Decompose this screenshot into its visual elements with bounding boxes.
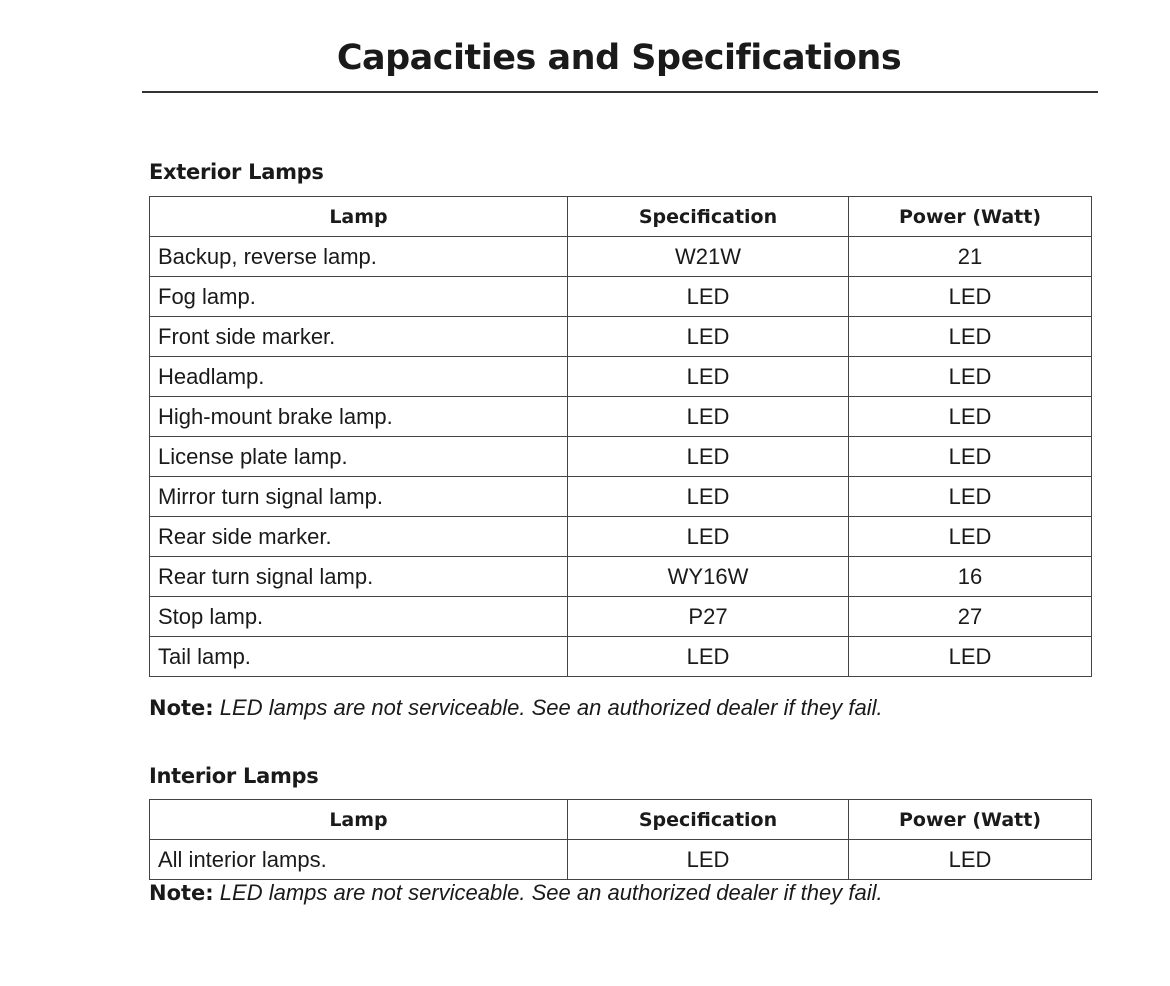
exterior-lamps-heading: Exterior Lamps: [149, 160, 324, 184]
interior-lamps-heading: Interior Lamps: [149, 764, 319, 788]
table-row: [150, 477, 1092, 517]
table-row: [150, 317, 1092, 357]
note-text: LED lamps are not serviceable. See an authorized dealer if they fail.: [213, 695, 883, 720]
power-cell: 16: [849, 557, 1092, 597]
power-cell: LED: [849, 637, 1092, 677]
lamp-cell: Fog lamp.: [150, 277, 568, 317]
table-row: [150, 637, 1092, 677]
specification-cell: P27: [568, 597, 849, 637]
column-header-power: Power (Watt): [849, 800, 1092, 840]
column-header-power: Power (Watt): [849, 197, 1092, 237]
column-header-specification: Specification: [568, 800, 849, 840]
table-row: [150, 277, 1092, 317]
exterior-note: [149, 695, 883, 721]
note-label: Note:: [149, 881, 214, 905]
table-row: [150, 397, 1092, 437]
power-cell: 21: [849, 237, 1092, 277]
lamp-cell: Front side marker.: [150, 317, 568, 357]
power-cell: LED: [849, 397, 1092, 437]
table-row: [150, 597, 1092, 637]
table-row: [150, 237, 1092, 277]
specification-cell: LED: [568, 317, 849, 357]
title-divider: [142, 91, 1098, 93]
specification-cell: W21W: [568, 237, 849, 277]
table-row: [150, 357, 1092, 397]
power-cell: LED: [849, 317, 1092, 357]
power-cell: LED: [849, 840, 1092, 880]
specification-cell: LED: [568, 357, 849, 397]
page-title: Capacities and Specifications: [336, 38, 902, 78]
column-header-lamp: Lamp: [150, 197, 568, 237]
table-header-row: [150, 800, 1092, 840]
table-header-row: [150, 197, 1092, 237]
power-cell: LED: [849, 277, 1092, 317]
lamp-cell: Rear side marker.: [150, 517, 568, 557]
lamp-cell: Mirror turn signal lamp.: [150, 477, 568, 517]
note-text: LED lamps are not serviceable. See an authorized dealer if they fail.: [213, 880, 883, 905]
lamp-cell: High-mount brake lamp.: [150, 397, 568, 437]
lamp-cell: Headlamp.: [150, 357, 568, 397]
specification-cell: LED: [568, 517, 849, 557]
lamp-cell: Rear turn signal lamp.: [150, 557, 568, 597]
table-row: [150, 557, 1092, 597]
power-cell: LED: [849, 437, 1092, 477]
specification-cell: LED: [568, 637, 849, 677]
specification-cell: LED: [568, 277, 849, 317]
table-row: [150, 517, 1092, 557]
specification-cell: LED: [568, 437, 849, 477]
column-header-lamp: Lamp: [150, 800, 568, 840]
specification-cell: WY16W: [568, 557, 849, 597]
column-header-specification: Specification: [568, 197, 849, 237]
table-row: [150, 840, 1092, 880]
power-cell: LED: [849, 517, 1092, 557]
specification-cell: LED: [568, 477, 849, 517]
interior-lamps-table: [149, 799, 1092, 880]
lamp-cell: All interior lamps.: [150, 840, 568, 880]
lamp-cell: Stop lamp.: [150, 597, 568, 637]
lamp-cell: Backup, reverse lamp.: [150, 237, 568, 277]
power-cell: LED: [849, 477, 1092, 517]
exterior-lamps-table: [149, 196, 1092, 677]
lamp-cell: License plate lamp.: [150, 437, 568, 477]
interior-note: [149, 880, 883, 906]
lamp-cell: Tail lamp.: [150, 637, 568, 677]
note-label: Note:: [149, 696, 214, 720]
power-cell: 27: [849, 597, 1092, 637]
table-row: [150, 437, 1092, 477]
specification-cell: LED: [568, 397, 849, 437]
specification-cell: LED: [568, 840, 849, 880]
power-cell: LED: [849, 357, 1092, 397]
